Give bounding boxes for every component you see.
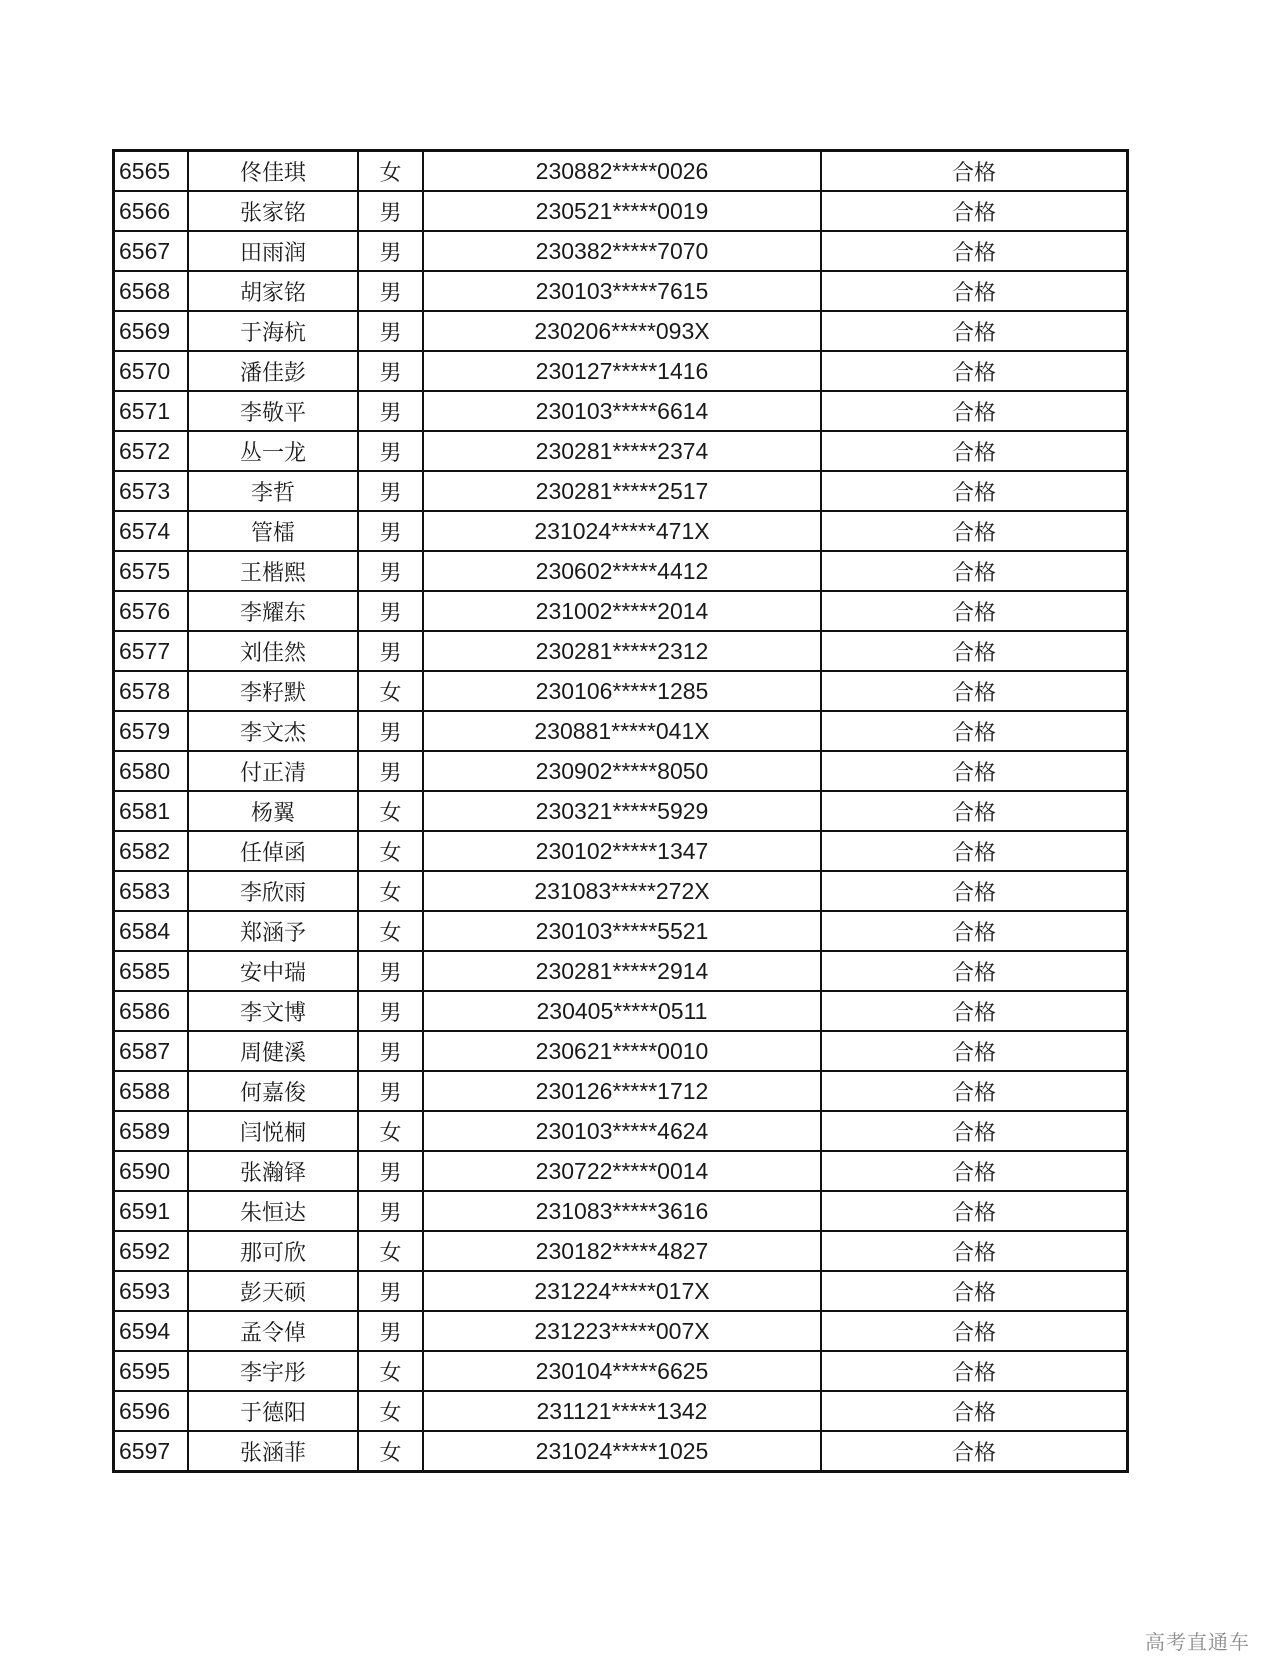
table-row bbox=[114, 1391, 1128, 1431]
candidate-sex: 男 bbox=[358, 511, 423, 551]
table-row bbox=[114, 471, 1128, 511]
candidate-result: 合格 bbox=[821, 351, 1128, 391]
candidate-id-number: 230103*****5521 bbox=[423, 911, 821, 951]
row-number: 6595 bbox=[114, 1351, 189, 1391]
table-row bbox=[114, 831, 1128, 871]
table-row bbox=[114, 1311, 1128, 1351]
row-number: 6572 bbox=[114, 431, 189, 471]
candidate-name: 李宇彤 bbox=[188, 1351, 358, 1391]
candidate-name: 李籽默 bbox=[188, 671, 358, 711]
candidate-id-number: 230126*****1712 bbox=[423, 1071, 821, 1111]
candidate-result: 合格 bbox=[821, 311, 1128, 351]
candidate-sex: 男 bbox=[358, 631, 423, 671]
candidate-result: 合格 bbox=[821, 431, 1128, 471]
candidate-name: 张瀚铎 bbox=[188, 1151, 358, 1191]
table-row bbox=[114, 911, 1128, 951]
candidate-result: 合格 bbox=[821, 191, 1128, 231]
row-number: 6570 bbox=[114, 351, 189, 391]
candidate-result: 合格 bbox=[821, 631, 1128, 671]
candidate-id-number: 230722*****0014 bbox=[423, 1151, 821, 1191]
row-number: 6573 bbox=[114, 471, 189, 511]
table-row bbox=[114, 151, 1128, 192]
candidate-sex: 女 bbox=[358, 1231, 423, 1271]
candidate-sex: 女 bbox=[358, 791, 423, 831]
table-row bbox=[114, 1271, 1128, 1311]
table-row bbox=[114, 311, 1128, 351]
row-number: 6571 bbox=[114, 391, 189, 431]
candidate-name: 朱恒达 bbox=[188, 1191, 358, 1231]
candidate-name: 李欣雨 bbox=[188, 871, 358, 911]
candidate-sex: 女 bbox=[358, 1431, 423, 1472]
row-number: 6584 bbox=[114, 911, 189, 951]
candidate-result: 合格 bbox=[821, 591, 1128, 631]
candidate-sex: 女 bbox=[358, 911, 423, 951]
row-number: 6578 bbox=[114, 671, 189, 711]
table-row bbox=[114, 951, 1128, 991]
table-row bbox=[114, 191, 1128, 231]
candidate-sex: 女 bbox=[358, 1111, 423, 1151]
candidate-sex: 女 bbox=[358, 831, 423, 871]
candidate-sex: 男 bbox=[358, 551, 423, 591]
table-row bbox=[114, 591, 1128, 631]
table-row bbox=[114, 431, 1128, 471]
candidate-name: 潘佳彭 bbox=[188, 351, 358, 391]
candidate-name: 何嘉俊 bbox=[188, 1071, 358, 1111]
candidate-id-number: 230206*****093X bbox=[423, 311, 821, 351]
candidate-sex: 男 bbox=[358, 391, 423, 431]
row-number: 6588 bbox=[114, 1071, 189, 1111]
row-number: 6582 bbox=[114, 831, 189, 871]
candidate-id-number: 231224*****017X bbox=[423, 1271, 821, 1311]
candidate-id-number: 230103*****7615 bbox=[423, 271, 821, 311]
candidate-result: 合格 bbox=[821, 991, 1128, 1031]
candidate-id-number: 230405*****0511 bbox=[423, 991, 821, 1031]
table-row bbox=[114, 711, 1128, 751]
candidate-name: 李敬平 bbox=[188, 391, 358, 431]
table-row bbox=[114, 511, 1128, 551]
candidate-id-number: 230621*****0010 bbox=[423, 1031, 821, 1071]
row-number: 6592 bbox=[114, 1231, 189, 1271]
row-number: 6576 bbox=[114, 591, 189, 631]
candidate-name: 周健溪 bbox=[188, 1031, 358, 1071]
candidate-id-number: 230182*****4827 bbox=[423, 1231, 821, 1271]
candidate-name: 刘佳然 bbox=[188, 631, 358, 671]
candidate-name: 孟令倬 bbox=[188, 1311, 358, 1351]
candidate-name: 李文杰 bbox=[188, 711, 358, 751]
row-number: 6587 bbox=[114, 1031, 189, 1071]
candidate-sex: 男 bbox=[358, 351, 423, 391]
candidate-sex: 男 bbox=[358, 951, 423, 991]
table-row bbox=[114, 1031, 1128, 1071]
row-number: 6593 bbox=[114, 1271, 189, 1311]
candidate-result: 合格 bbox=[821, 151, 1128, 192]
candidate-id-number: 231223*****007X bbox=[423, 1311, 821, 1351]
table-row bbox=[114, 1191, 1128, 1231]
candidate-sex: 男 bbox=[358, 1031, 423, 1071]
candidate-id-number: 231121*****1342 bbox=[423, 1391, 821, 1431]
candidate-name: 彭天硕 bbox=[188, 1271, 358, 1311]
candidate-name: 李哲 bbox=[188, 471, 358, 511]
candidate-result: 合格 bbox=[821, 471, 1128, 511]
candidate-result: 合格 bbox=[821, 1271, 1128, 1311]
table-row bbox=[114, 231, 1128, 271]
row-number: 6577 bbox=[114, 631, 189, 671]
candidate-result: 合格 bbox=[821, 511, 1128, 551]
candidate-name: 闫悦桐 bbox=[188, 1111, 358, 1151]
candidate-name: 付正清 bbox=[188, 751, 358, 791]
candidate-name: 田雨润 bbox=[188, 231, 358, 271]
candidate-name: 安中瑞 bbox=[188, 951, 358, 991]
row-number: 6579 bbox=[114, 711, 189, 751]
candidate-name: 胡家铭 bbox=[188, 271, 358, 311]
table-row bbox=[114, 871, 1128, 911]
candidate-id-number: 230881*****041X bbox=[423, 711, 821, 751]
candidate-result: 合格 bbox=[821, 711, 1128, 751]
candidate-result: 合格 bbox=[821, 751, 1128, 791]
candidate-sex: 男 bbox=[358, 991, 423, 1031]
candidate-sex: 男 bbox=[358, 231, 423, 271]
table-row bbox=[114, 631, 1128, 671]
table-row bbox=[114, 1071, 1128, 1111]
candidate-result: 合格 bbox=[821, 231, 1128, 271]
candidate-sex: 女 bbox=[358, 671, 423, 711]
candidate-sex: 男 bbox=[358, 471, 423, 511]
candidate-id-number: 230281*****2517 bbox=[423, 471, 821, 511]
candidate-id-number: 230902*****8050 bbox=[423, 751, 821, 791]
candidate-table-body bbox=[114, 151, 1128, 1472]
candidate-id-number: 230602*****4412 bbox=[423, 551, 821, 591]
table-row bbox=[114, 351, 1128, 391]
candidate-sex: 男 bbox=[358, 431, 423, 471]
watermark: 高考直通车 bbox=[1145, 1630, 1250, 1654]
candidate-result: 合格 bbox=[821, 1311, 1128, 1351]
candidate-result: 合格 bbox=[821, 1191, 1128, 1231]
row-number: 6580 bbox=[114, 751, 189, 791]
candidate-sex: 女 bbox=[358, 871, 423, 911]
candidate-result: 合格 bbox=[821, 791, 1128, 831]
candidate-result: 合格 bbox=[821, 1031, 1128, 1071]
row-number: 6594 bbox=[114, 1311, 189, 1351]
candidate-result: 合格 bbox=[821, 671, 1128, 711]
candidate-name: 李耀东 bbox=[188, 591, 358, 631]
row-number: 6569 bbox=[114, 311, 189, 351]
candidate-id-number: 230104*****6625 bbox=[423, 1351, 821, 1391]
row-number: 6591 bbox=[114, 1191, 189, 1231]
candidate-result: 合格 bbox=[821, 831, 1128, 871]
candidate-sex: 男 bbox=[358, 1191, 423, 1231]
candidate-result: 合格 bbox=[821, 271, 1128, 311]
candidate-id-number: 230321*****5929 bbox=[423, 791, 821, 831]
candidate-result: 合格 bbox=[821, 1391, 1128, 1431]
candidate-sex: 女 bbox=[358, 1391, 423, 1431]
candidate-id-number: 230127*****1416 bbox=[423, 351, 821, 391]
candidate-name: 丛一龙 bbox=[188, 431, 358, 471]
candidate-result: 合格 bbox=[821, 951, 1128, 991]
table-row bbox=[114, 391, 1128, 431]
candidate-sex: 男 bbox=[358, 1271, 423, 1311]
candidate-id-number: 231024*****471X bbox=[423, 511, 821, 551]
candidate-name: 王楷熙 bbox=[188, 551, 358, 591]
candidate-name: 那可欣 bbox=[188, 1231, 358, 1271]
table-row bbox=[114, 1111, 1128, 1151]
candidate-id-number: 230106*****1285 bbox=[423, 671, 821, 711]
candidate-name: 李文博 bbox=[188, 991, 358, 1031]
candidate-id-number: 230521*****0019 bbox=[423, 191, 821, 231]
candidate-name: 于海杭 bbox=[188, 311, 358, 351]
table-row bbox=[114, 751, 1128, 791]
candidate-sex: 男 bbox=[358, 191, 423, 231]
candidate-name: 张家铭 bbox=[188, 191, 358, 231]
candidate-id-number: 230281*****2312 bbox=[423, 631, 821, 671]
candidate-result: 合格 bbox=[821, 551, 1128, 591]
candidate-id-number: 230882*****0026 bbox=[423, 151, 821, 192]
candidate-result: 合格 bbox=[821, 1431, 1128, 1472]
candidate-result: 合格 bbox=[821, 391, 1128, 431]
candidate-sex: 男 bbox=[358, 711, 423, 751]
candidate-name: 任倬函 bbox=[188, 831, 358, 871]
row-number: 6574 bbox=[114, 511, 189, 551]
row-number: 6565 bbox=[114, 151, 189, 192]
candidate-name: 张涵菲 bbox=[188, 1431, 358, 1472]
candidate-id-number: 231083*****272X bbox=[423, 871, 821, 911]
table-row bbox=[114, 551, 1128, 591]
candidate-result: 合格 bbox=[821, 1351, 1128, 1391]
table-row bbox=[114, 1351, 1128, 1391]
row-number: 6583 bbox=[114, 871, 189, 911]
candidate-id-number: 230103*****4624 bbox=[423, 1111, 821, 1151]
candidate-name: 佟佳琪 bbox=[188, 151, 358, 192]
table-row bbox=[114, 991, 1128, 1031]
candidate-sex: 男 bbox=[358, 1071, 423, 1111]
candidate-id-number: 231024*****1025 bbox=[423, 1431, 821, 1472]
candidate-sex: 男 bbox=[358, 271, 423, 311]
row-number: 6586 bbox=[114, 991, 189, 1031]
candidate-id-number: 230281*****2914 bbox=[423, 951, 821, 991]
candidate-result: 合格 bbox=[821, 1151, 1128, 1191]
candidate-sex: 女 bbox=[358, 151, 423, 192]
table-row bbox=[114, 1431, 1128, 1472]
candidate-result: 合格 bbox=[821, 871, 1128, 911]
candidate-table bbox=[112, 149, 1129, 1473]
candidate-result: 合格 bbox=[821, 1071, 1128, 1111]
row-number: 6597 bbox=[114, 1431, 189, 1472]
candidate-id-number: 230281*****2374 bbox=[423, 431, 821, 471]
table-row bbox=[114, 671, 1128, 711]
candidate-id-number: 230382*****7070 bbox=[423, 231, 821, 271]
row-number: 6589 bbox=[114, 1111, 189, 1151]
candidate-sex: 男 bbox=[358, 751, 423, 791]
candidate-sex: 男 bbox=[358, 311, 423, 351]
candidate-result: 合格 bbox=[821, 911, 1128, 951]
row-number: 6566 bbox=[114, 191, 189, 231]
row-number: 6596 bbox=[114, 1391, 189, 1431]
table-row bbox=[114, 1151, 1128, 1191]
candidate-sex: 男 bbox=[358, 591, 423, 631]
row-number: 6568 bbox=[114, 271, 189, 311]
row-number: 6581 bbox=[114, 791, 189, 831]
table-row bbox=[114, 271, 1128, 311]
candidate-sex: 男 bbox=[358, 1311, 423, 1351]
candidate-id-number: 231002*****2014 bbox=[423, 591, 821, 631]
row-number: 6585 bbox=[114, 951, 189, 991]
candidate-name: 郑涵予 bbox=[188, 911, 358, 951]
candidate-result: 合格 bbox=[821, 1111, 1128, 1151]
row-number: 6575 bbox=[114, 551, 189, 591]
candidate-id-number: 230102*****1347 bbox=[423, 831, 821, 871]
candidate-id-number: 230103*****6614 bbox=[423, 391, 821, 431]
candidate-result: 合格 bbox=[821, 1231, 1128, 1271]
candidate-name: 杨翼 bbox=[188, 791, 358, 831]
candidate-sex: 女 bbox=[358, 1351, 423, 1391]
row-number: 6590 bbox=[114, 1151, 189, 1191]
candidate-name: 管檑 bbox=[188, 511, 358, 551]
candidate-sex: 男 bbox=[358, 1151, 423, 1191]
candidate-name: 于德阳 bbox=[188, 1391, 358, 1431]
table-row bbox=[114, 1231, 1128, 1271]
table-row bbox=[114, 791, 1128, 831]
row-number: 6567 bbox=[114, 231, 189, 271]
candidate-id-number: 231083*****3616 bbox=[423, 1191, 821, 1231]
